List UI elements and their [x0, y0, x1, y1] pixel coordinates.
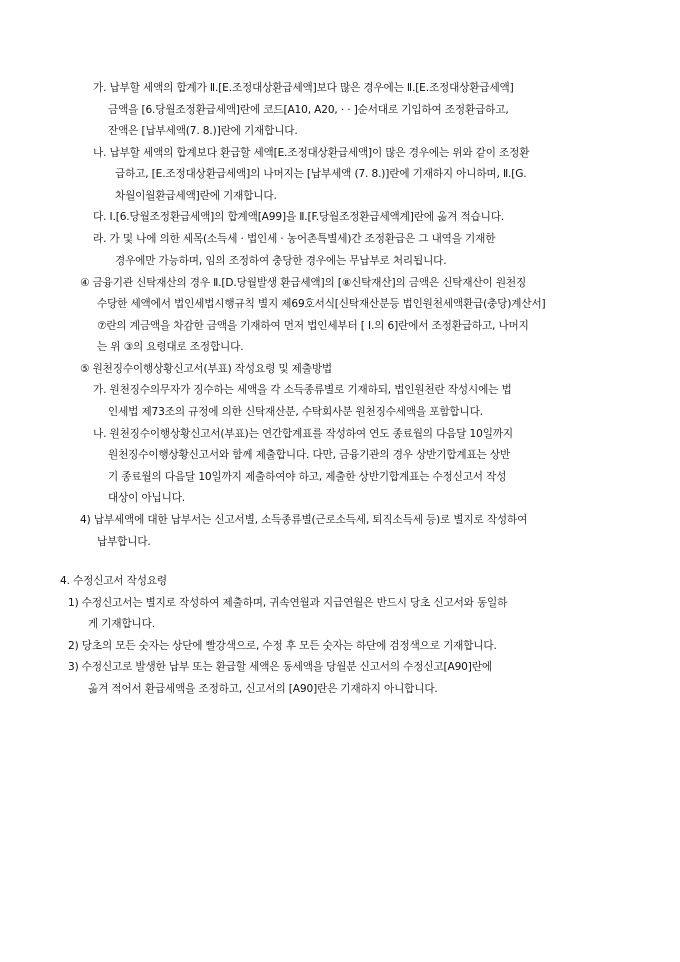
text-line: 기 종료월의 다음달 10일까지 제출하여야 하고, 제출한 상반기합계표는 수정신고서 작성	[108, 471, 507, 483]
text-line: 나. 원천징수이행상황신고서(부표)는 연간합계표를 작성하여 연도 종료월의 다음달 10일까지	[93, 428, 513, 440]
text-line: 다. Ⅰ.[6.당월조정환급세액]의 합계액[A99]을 Ⅱ.[F.당월조정환급세액계]란에 옮겨 적습니다.	[93, 211, 505, 223]
text-line: 금액을 [6.당월조정환급세액]란에 코드[A10, A20, · · ]순서대로 기입하여 조정환급하고,	[108, 104, 509, 116]
text-line: 잔액은 [납부세액(7. 8.)]란에 기재합니다.	[108, 125, 298, 137]
text-line: 옮겨 적어서 환급세액을 조정하고, 신고서의 [A90]란은 기재하지 아니합니다.	[88, 683, 438, 695]
text-line: 2) 당초의 모든 숫자는 상단에 빨강색으로, 수정 후 모든 숫자는 하단에 검정색으로 기재합니다.	[68, 640, 497, 652]
text-line: 가. 원천징수의무자가 징수하는 세액을 각 소득종류별로 기재하되, 법인원천란 작성시에는 법	[93, 384, 512, 396]
text-line: 1) 수정신고서는 별지로 작성하여 제출하며, 귀속연월과 지급연월은 반드시 당초 신고서와 동일하	[68, 597, 508, 609]
text-line: ⑦란의 계금액을 차감한 금액을 기재하여 먼저 법인세부터 [ Ⅰ.의 6]란에서 조정환급하고, 나머지	[97, 320, 529, 332]
text-line: 4) 납부세액에 대한 납부서는 신고서별, 소득종류별(근로소득세, 퇴직소득세 등)로 별지로 작성하여	[80, 514, 528, 526]
text-line: ④ 금융기관 신탁재산의 경우 Ⅱ.[D.당월발생 환급세액]의 [⑧신탁재산]의 금액은 신탁재산이 원천징	[80, 277, 527, 289]
text-line: 차월이월환급세액]란에 기재합니다.	[115, 190, 277, 202]
text-line: 인세법 제73조의 규정에 의한 신탁재산분, 수탁회사분 원천징수세액을 포함합니다.	[108, 406, 483, 418]
text-line: 가. 납부할 세액의 합계가 Ⅱ.[E.조정대상환급세액]보다 많은 경우에는 Ⅱ.[E.조정대상환급세액]	[93, 82, 514, 94]
text-line: 3) 수정신고로 발생한 납부 또는 환급할 세액은 동세액을 당월분 신고서의 수정신고[A90]란에	[68, 661, 492, 673]
text-line: 나. 납부할 세액의 합계보다 환급할 세액[E.조정대상환급세액]이 많은 경우에는 위와 같이 조정환	[93, 147, 530, 159]
text-line: ⑤ 원천징수이행상황신고서(부표) 작성요령 및 제출방법	[80, 363, 333, 375]
text-line: 게 기재합니다.	[88, 618, 155, 630]
text-line: 라. 가 및 나에 의한 세목(소득세 · 법인세 · 농어촌특별세)간 조정환급은 그 내역을 기재한	[93, 233, 496, 245]
text-line: 는 위 ③의 요령대로 조정합니다.	[97, 341, 244, 353]
text-line: 원천징수이행상황신고서와 함께 제출합니다. 다만, 금융기관의 경우 상반기합계표는 상반	[108, 449, 511, 461]
text-line: 대상이 아닙니다.	[108, 492, 186, 504]
text-line: 수당한 세액에서 법인세법시행규칙 별지 제69호서식[신탁재산분등 법인원천세액환급(충당)계산서]	[97, 298, 546, 310]
text-line: 급하고, [E.조정대상환급세액]의 나머지는 [납부세액 (7. 8.)]란에 기재하지 아니하며, Ⅱ.[G.	[115, 168, 527, 180]
text-line: 경우에만 가능하며, 임의 조정하여 충당한 경우에는 무납부로 처리됩니다.	[115, 255, 447, 267]
section-heading: 4. 수정신고서 작성요령	[60, 575, 167, 587]
text-line: 납부합니다.	[97, 536, 151, 548]
